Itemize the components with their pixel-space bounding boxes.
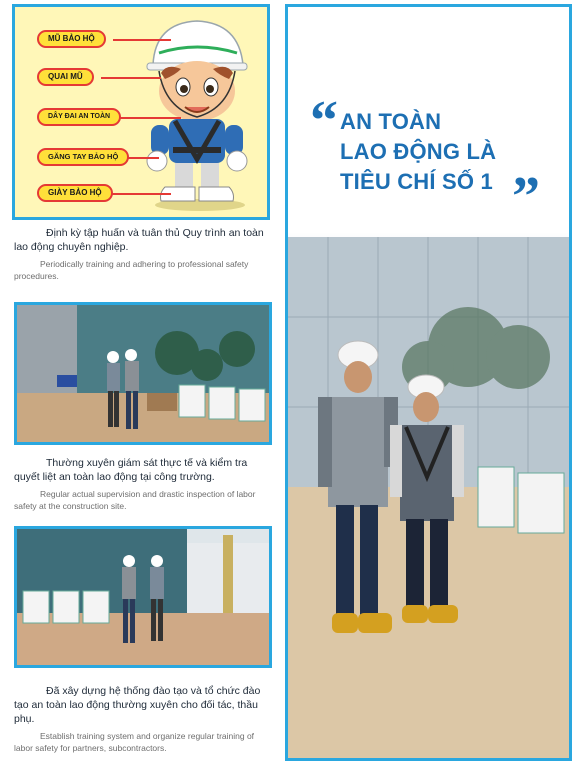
caption-english: Regular actual supervision and drastic inspection of labor safety at the construction site. — [14, 489, 256, 511]
photo-site-supervision — [14, 302, 272, 445]
section-caption-supervision — [14, 456, 272, 512]
leader-line — [113, 39, 171, 41]
section-caption-training — [14, 226, 272, 282]
label-helmet: MŨ BẢO HỘ — [37, 30, 106, 48]
slogan-line-2: LAO ĐỘNG LÀ — [340, 139, 497, 164]
caption-vietnamese: Thường xuyên giám sát thực tế và kiểm tra quyết liệt an toàn lao động tại công trường. — [14, 457, 248, 483]
photo-partner-training — [14, 526, 272, 668]
section-caption-partner-training — [14, 684, 272, 754]
site-supervision-photo — [17, 305, 269, 442]
leader-line — [113, 117, 181, 119]
caption-english: Establish training system and organize regular training of labor safety for partners, subcontractors. — [14, 731, 255, 753]
mascot-worker-illustration — [125, 13, 265, 213]
label-safety-gloves: GĂNG TAY BẢO HỘ — [37, 148, 129, 166]
caption-english: Periodically training and adhering to professional safety procedures. — [14, 259, 249, 281]
safety-equipment-illustration — [12, 4, 270, 220]
close-quote: ” — [512, 166, 540, 228]
label-safety-boots: GIÀY BẢO HỘ — [37, 184, 113, 202]
caption-vietnamese: Đã xây dựng hệ thống đào tạo và tổ chức đào tạo an toàn lao động thường xuyên cho đối tác, thầu phụ. — [14, 685, 261, 725]
partner-training-photo — [17, 529, 269, 665]
label-chin-strap: QUAI MŨ — [37, 68, 94, 86]
slogan-line-1: AN TOÀN — [340, 109, 442, 134]
caption-vietnamese: Định kỳ tập huấn và tuân thủ Quy trình an toàn lao động chuyên nghiệp. — [14, 227, 264, 253]
workers-photo — [288, 237, 569, 758]
open-quote: “ — [310, 90, 338, 152]
leader-line — [111, 193, 171, 195]
slogan-line-3: TIÊU CHÍ SỐ 1 — [340, 169, 493, 194]
safety-slogan-banner — [285, 4, 572, 761]
label-safety-harness: DÂY ĐAI AN TOÀN — [37, 108, 121, 126]
leader-line — [101, 77, 161, 79]
